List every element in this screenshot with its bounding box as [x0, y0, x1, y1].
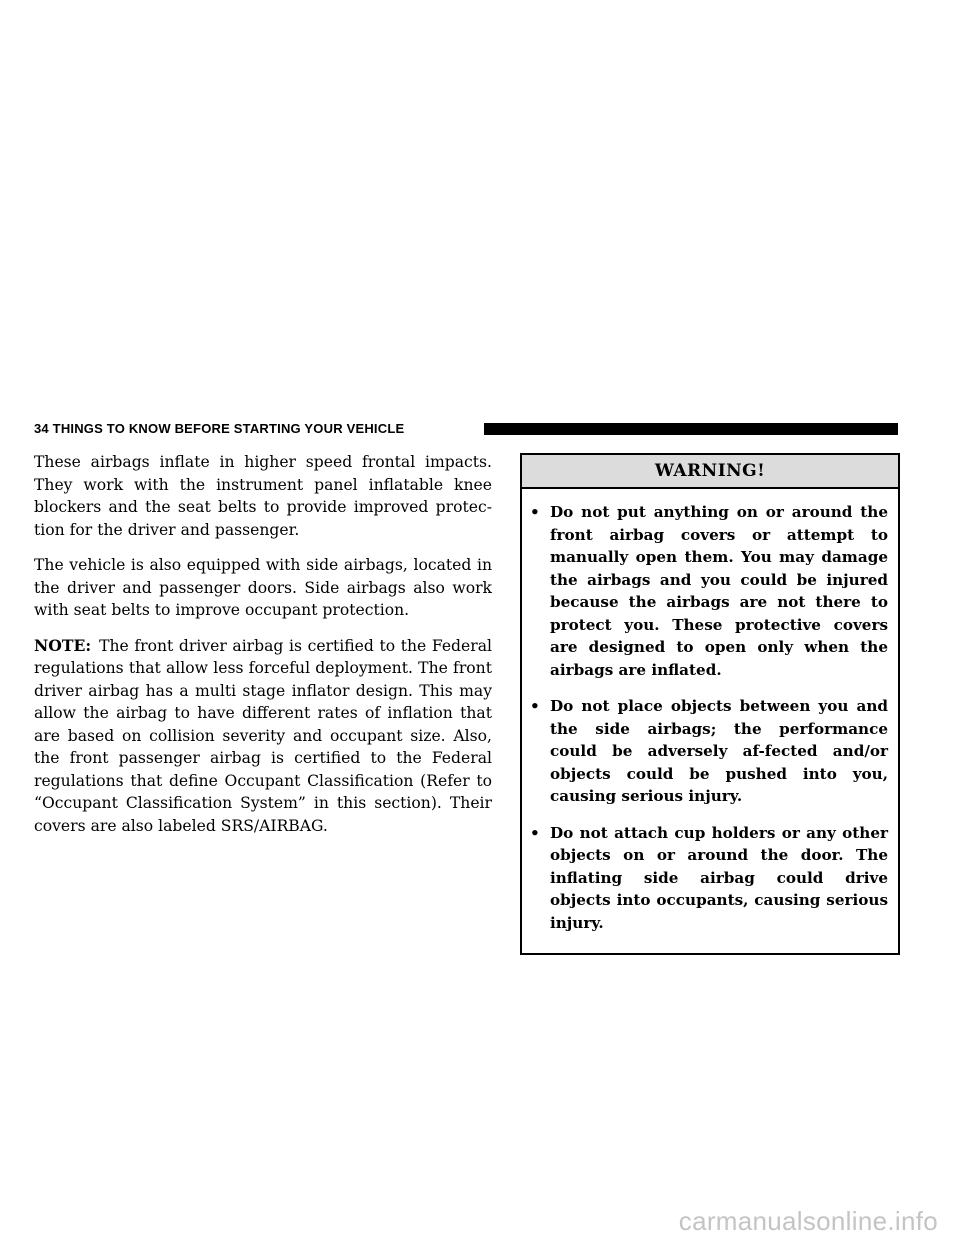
warning-list — [522, 489, 898, 934]
note-text: The front driver airbag is certified to the Federal regulations that allow less forceful deployment. The front driver airbag has a multi stage inflator design. This may allow the airbag to have different rates of inflation that are based on collision severity and occupant size. Also, the front passenger airbag is certified to the Federal regulations that define Occupant Classification (Refer to “Occupant Classification System” in this section). Their covers are also labeled SRS/AIRBAG. — [34, 636, 492, 835]
warning-item — [530, 501, 888, 681]
warning-box — [520, 453, 900, 955]
note-label: NOTE: — [34, 635, 92, 655]
warning-item — [530, 695, 888, 808]
bullet-icon: • — [530, 503, 540, 521]
warning-item-text: Do not attach cup holders or any other objects on or around the door. The inflating side airbag could drive objects into occupants, causing serious injury. — [550, 823, 888, 932]
bullet-icon: • — [530, 823, 540, 842]
airbag-paragraph-1: These airbags inflate in higher speed frontal impacts. They work with the instrument panel inflatable knee blockers and the seat belts to provide improved protec-tion for the driver and passenger. — [34, 453, 492, 539]
body-text-column — [34, 451, 492, 850]
warning-item-text: Do not place objects between you and the side airbags; the performance could be adversely af-fected and/or objects could be pushed into you, causing serious injury. — [550, 697, 888, 805]
warning-item — [530, 822, 888, 935]
warning-item-text: Do not put anything on or around the front airbag covers or attempt to manually open them. You may damage the airbags and you could be injured because the airbags are not there to protect you. These protective covers are designed to open only when the airbags are inflated. — [550, 503, 888, 679]
page-header — [34, 419, 898, 439]
watermark-link[interactable]: carmanualsonline.info — [678, 1206, 938, 1236]
header-rule-bar — [484, 423, 898, 435]
bullet-icon: • — [530, 697, 540, 715]
page-header-text: 34 THINGS TO KNOW BEFORE STARTING YOUR VEHICLE — [34, 421, 405, 436]
airbag-paragraph-2: The vehicle is also equipped with side airbags, located in the driver and passenger doors. Side airbags also work with seat belts to improve occupant protection. — [34, 556, 492, 619]
note-paragraph — [34, 635, 492, 838]
warning-title: WARNING! — [522, 455, 898, 489]
